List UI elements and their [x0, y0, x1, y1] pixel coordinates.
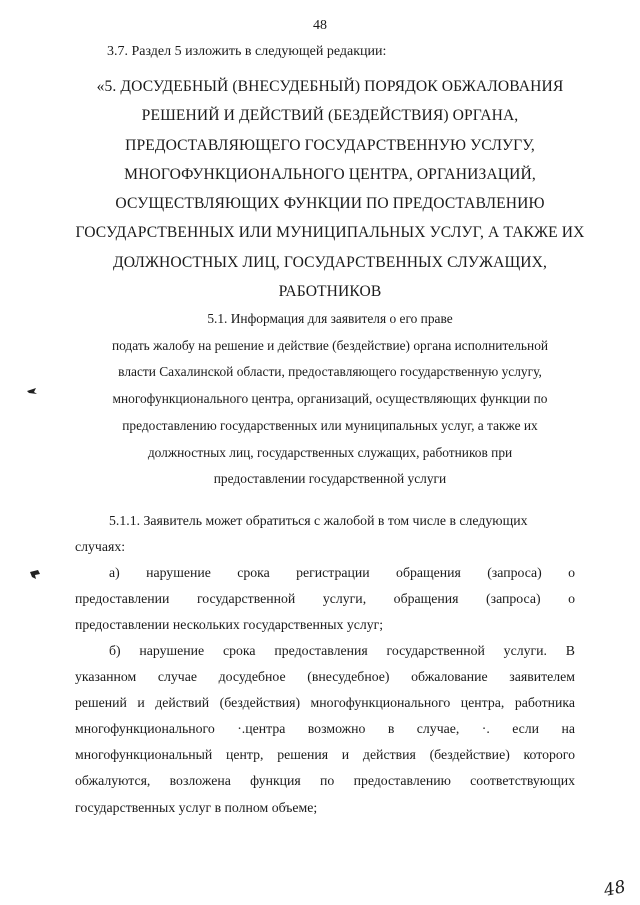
paragraph-line: а) нарушение срока регистрации обращения (запроса) о [109, 565, 575, 580]
margin-mark-icon [26, 386, 38, 396]
list-item-b [75, 638, 575, 821]
subsection-heading-line: власти Сахалинской области, предоставляющего государственную услугу, [118, 364, 542, 380]
paragraph-5-1-1 [75, 508, 575, 560]
section-title-line: ГОСУДАРСТВЕННЫХ ИЛИ МУНИЦИПАЛЬНЫХ УСЛУГ, А ТАКЖЕ ИХ [75, 224, 585, 242]
subsection-heading-line: предоставлении государственной услуги [213, 471, 447, 487]
paragraph-line: государственных услуг в полном объеме; [75, 799, 318, 815]
subsection-heading-line: должностных лиц, государственных служащих, работников при [147, 444, 513, 460]
section-title-line: ДОЛЖНОСТНЫХ ЛИЦ, ГОСУДАРСТВЕННЫХ СЛУЖАЩИХ, [112, 253, 548, 271]
subsection-heading-line: многофункционального центра, организаций, осуществляющих функции по [112, 391, 548, 407]
paragraph-line: многофункционального ·.центра возможно в случае, ·. если на [75, 721, 575, 737]
margin-mark-icon [29, 569, 41, 581]
paragraph-line: указанном случае досудебное (внесудебное) обжалование заявителем [75, 669, 575, 685]
section-title-line: МНОГОФУНКЦИОНАЛЬНОГО ЦЕНТРА, ОРГАНИЗАЦИЙ, [124, 165, 536, 183]
paragraph-line: случаях: [75, 539, 126, 555]
section-title-line: РЕШЕНИЙ И ДЕЙСТВИЙ (БЕЗДЕЙСТВИЯ) ОРГАНА, [141, 107, 519, 125]
paragraph-line: б) нарушение срока предоставления государственной услуги. В [109, 643, 575, 658]
page-number: 48 [313, 18, 327, 33]
handwritten-page-number: 48 [602, 876, 628, 902]
paragraph-line: решений и действий (бездействия) многофункционального центра, работника [75, 695, 575, 711]
paragraph-line: многофункциональный центр, решения и действия (бездействие) которого [75, 747, 575, 763]
paragraph-line: предоставлении государственной услуги, обращения (запроса) о [75, 591, 575, 607]
subsection-heading-line: подать жалобу на решение и действие (бездействие) органа исполнительной [111, 337, 549, 353]
list-item-a [75, 560, 575, 638]
amendment-intro: 3.7. Раздел 5 изложить в следующей редакции: [107, 44, 387, 59]
subsection-heading-line: предоставлению государственных или муниципальных услуг, а также их [122, 417, 538, 433]
section-title-line: ПРЕДОСТАВЛЯЮЩЕГО ГОСУДАРСТВЕННУЮ УСЛУГУ, [125, 136, 535, 154]
paragraph-line: обжалуются, возложена функция по предоставлению соответствующих [75, 773, 575, 789]
paragraph-line: предоставлении нескольких государственных услуг; [75, 617, 384, 633]
section-title [60, 72, 600, 306]
subsection-heading [60, 306, 600, 493]
paragraph-line: 5.1.1. Заявитель может обратиться с жалобой в том числе в следующих [109, 513, 528, 528]
section-title-line: ОСУЩЕСТВЛЯЮЩИХ ФУНКЦИИ ПО ПРЕДОСТАВЛЕНИЮ [115, 195, 545, 213]
section-title-line: РАБОТНИКОВ [278, 283, 382, 301]
subsection-heading-line: 5.1. Информация для заявителя о его праве [207, 311, 453, 326]
section-title-line: «5. ДОСУДЕБНЫЙ (ВНЕСУДЕБНЫЙ) ПОРЯДОК ОБЖАЛОВАНИЯ [96, 78, 564, 95]
